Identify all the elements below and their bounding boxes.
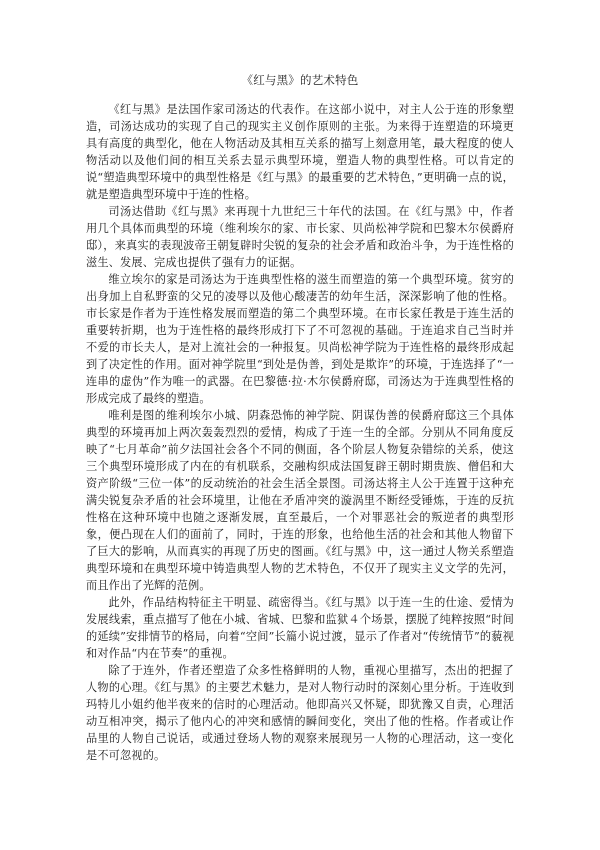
paragraph-1: 《红与黑》是法国作家司汤达的代表作。在这部小说中，对主人公于连的形象塑造，司汤达成功的实现了自己的现实主义创作原则的主张。为来得于连塑造的环境更具有高度的典型化，他在人物活动及其相互关系的描写上刻意用笔，最大程度的使人物活动以及他们间的相互关系去显示典型环境，塑造人物的典型性格。可以肯定的说“塑造典型环境中的典型性格是《红与黑》的最重要的艺术特色，”更明确一点的说，就是塑造典型环境中于连的性格。	[86, 103, 514, 201]
paragraph-5: 此外，作品结构特征主干明显、疏密得当。《红与黑》以于连一生的仕途、爱情为发展线索，重点描写了他在小城、省城、巴黎和监狱４个场景，摆脱了纯粹按照“时间的延续”安排情节的格局，向着“空间”长篇小说过渡，显示了作者对“传统情节”的藐视和对作品“内在节奏”的重视。	[86, 596, 514, 660]
paragraph-2: 司汤达借助《红与黑》来再现十九世纪三十年代的法国。在《红与黑》中，作者用几个具体而典型的环境（维利埃尔的家、市长家、贝尚松神学院和巴黎木尔侯爵府邸），来真实的表现波帝王朝复辟时尖锐的复杂的社会矛盾和政治斗争，为于连性格的滋生、发展、完成也提供了强有力的证据。	[86, 205, 514, 269]
paragraph-3: 维立埃尔的家是司汤达为于连典型性格的滋生而塑造的第一个典型环境。贫穷的出身加上自私野蛮的父兄的凌辱以及他心酸凄苦的幼年生活，深深影响了他的性格。市长家是作者为于连性格发展而塑造的第二个典型环境。在市长家任教是于连生活的重要转折期，也为于连性格的最终形成打下了不可忽视的基础。于连追求自己当时并不爱的市长夫人，是对上流社会的一种报复。贝尚松神学院为于连性格的最终形成起到了决定性的作用。面对神学院里“到处是伪善，到处是欺诈”的环境，于连选择了“一连串的虚伪”作为唯一的武器。在巴黎德·拉·木尔侯爵府邸，司汤达为于连典型性格的形成完成了最终的塑造。	[86, 273, 514, 405]
paragraph-6: 除了于连外，作者还塑造了众多性格鲜明的人物，重视心里描写，杰出的把握了人物的心理。《红与黑》的主要艺术魅力，是对人物行动时的深刻心里分析。于连收到玛特儿小姐约他半夜来的信时的心理活动。他即高兴又怀疑，即犹豫又自责，心理活动互相冲突，揭示了他内心的冲突和感情的瞬间变化，突出了他的性格。作者或让作品里的人物自己说话，或通过登场人物的观察来展现另一人物的心理活动，这一变化是不可忽视的。	[86, 664, 514, 762]
document-title: 《红与黑》的艺术特色	[241, 73, 359, 87]
paragraph-4: 唯利是图的维利埃尔小城、阴森恐怖的神学院、阴谋伪善的侯爵府邸这三个具体典型的环境再加上两次轰轰烈烈的爱情，构成了于连一生的全部。分别从不同角度反映了“七月革命”前夕法国社会各个不同的侧面，各个阶层人物复杂错综的关系，使这三个典型环境形成了内在的有机联系，交融构织成法国复辟王朝时期贵族、僧侣和大资产阶级“三位一体”的反动统治的社会生活全景图。司汤达将主人公于连置于这种充满尖锐复杂矛盾的社会环境里，让他在矛盾冲突的漩涡里不断经受锤炼，于连的反抗性格在这种环境中也随之逐渐发展，直至最后，一个对罪恶社会的叛逆者的典型形象，便凸现在人们的面前了，同时，于连的形象，也给他生活的社会和其他人物留下了巨大的影响，从而真实的再现了历史的图画。《红与黑》中，这一通过人物关系塑造典型环境和在典型环境中铸造典型人物的艺术特色，不仅开了现实主义文学的先河，而且作出了光辉的范例。	[86, 409, 514, 592]
